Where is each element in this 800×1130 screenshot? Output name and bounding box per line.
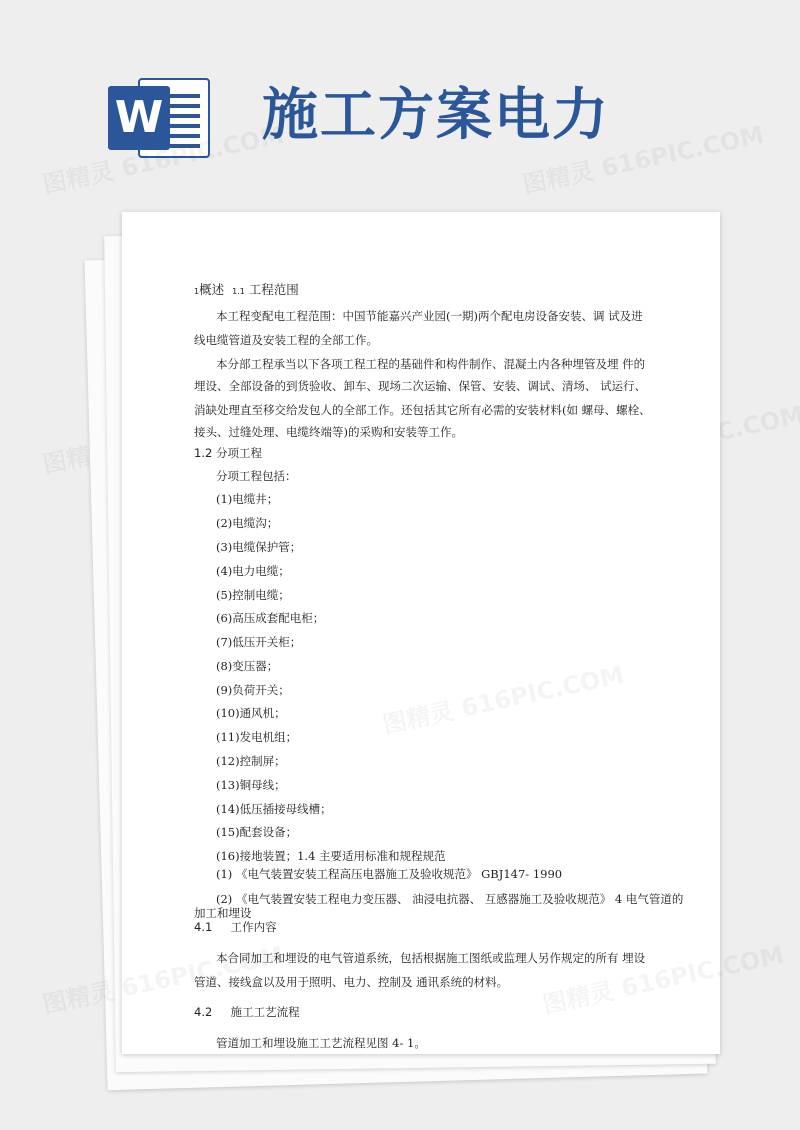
paragraph-line: 接头、过缝处理、电缆终端等)的采购和安装等工作。 <box>194 425 463 439</box>
list-item: (5)控制电缆； <box>216 588 290 602</box>
list-item: (2)电缆沟； <box>216 516 279 530</box>
word-letter-badge: W <box>108 86 170 150</box>
list-item: (4)电力电缆； <box>216 564 290 578</box>
page-title: 施工方案电力 <box>262 83 610 148</box>
list-item: (16)接地装置；1.4 主要适用标准和规程规范 <box>216 849 446 863</box>
list-item: (1)电缆井； <box>216 492 279 506</box>
paragraph-line: 消缺处理直至移交给发包人的全部工作。还包括其它所有必需的安装材料(如 螺母、螺栓、 <box>194 403 651 417</box>
heading-4-2: 4.2 施工工艺流程 <box>194 1005 300 1019</box>
paragraph-line: 线电缆管道及安装工程的全部工作。 <box>194 333 378 347</box>
list-item: (12)控制屏； <box>216 754 286 768</box>
list-item: (3)电缆保护管； <box>216 540 302 554</box>
list-item: (14)低压插接母线槽； <box>216 802 332 816</box>
list-item: (15)配套设备； <box>216 825 298 839</box>
heading-1: 1概述 1.1 工程范围 <box>194 282 299 297</box>
word-document-icon <box>108 78 212 158</box>
document-page <box>122 212 720 1054</box>
header <box>0 0 800 200</box>
paragraph-line: 本工程变配电工程范围：中国节能嘉兴产业园(一期)两个配电房设备安装、调 试及进 <box>216 309 643 323</box>
paragraph-line: 管道、接线盒以及用于照明、电力、控制及 通讯系统的材料。 <box>194 975 509 989</box>
list-item: (13)铜母线； <box>216 778 286 792</box>
list-item: (11)发电机组； <box>216 730 298 744</box>
list-item: (9)负荷开关； <box>216 683 290 697</box>
paragraph-line: 管道加工和埋设施工工艺流程见图 4- 1。 <box>216 1036 426 1050</box>
list-item: (7)低压开关柜； <box>216 635 302 649</box>
standard-line: 加工和埋设 <box>194 906 252 920</box>
paragraph-line: 埋设、全部设备的到货验收、卸车、现场二次运输、保管、安装、调试、清场、 试运行、 <box>194 379 647 393</box>
list-item: (6)高压成套配电柜； <box>216 611 325 625</box>
list-intro: 分项工程包括： <box>216 469 297 483</box>
paragraph-line: 本分部工程承当以下各项工程工程的基础件和构件制作、混凝土内各种埋管及埋 件的 <box>216 357 646 371</box>
heading-4-1: 4.1 工作内容 <box>194 920 277 934</box>
list-item: (10)通风机； <box>216 706 286 720</box>
standard-line: (1) 《电气装置安装工程高压电器施工及验收规范》 GBJ147- 1990 <box>216 867 563 881</box>
list-item: (8)变压器； <box>216 659 279 673</box>
heading-1-2: 1.2 分项工程 <box>194 446 262 460</box>
standard-line: (2) 《电气装置安装工程电力变压器、 油浸电抗器、 互感器施工及验收规范》 4 电气管道的 <box>216 892 684 906</box>
paragraph-line: 本合同加工和埋设的电气管道系统，包括根据施工图纸或监理人另作规定的所有 埋设 <box>216 951 646 965</box>
